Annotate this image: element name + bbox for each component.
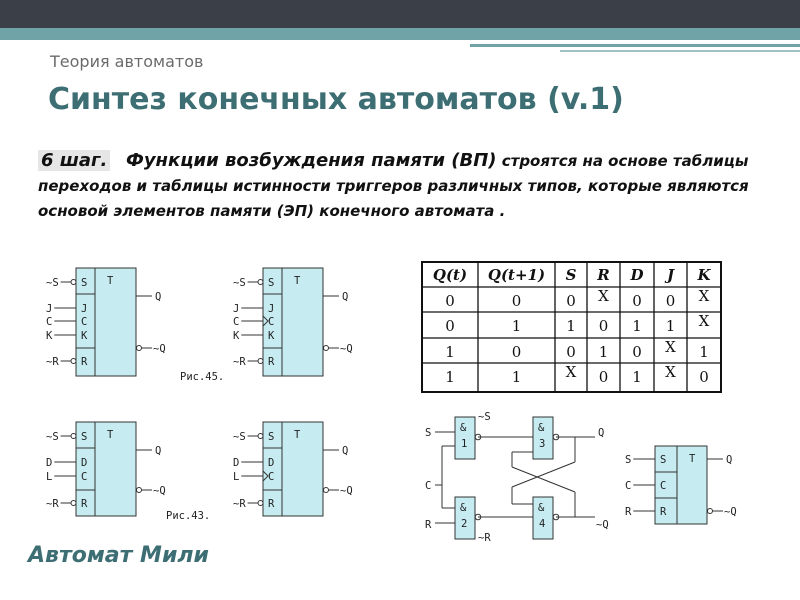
nand-gate-1	[455, 417, 481, 459]
flipflop-input-label: R	[625, 506, 632, 518]
flipflop-input-label: ~R	[46, 356, 59, 368]
flipflop-output-q: Q	[155, 445, 162, 457]
table-header-cell: D	[630, 266, 644, 284]
nand-gate-4	[533, 497, 559, 539]
flipflop-cell-label: D	[81, 457, 88, 469]
table-header-cell: S	[565, 266, 577, 284]
truth-table	[422, 262, 721, 392]
table-cell: 0	[445, 317, 455, 335]
gate-op: &	[460, 502, 467, 514]
flipflop-cell-label: C	[660, 480, 667, 492]
flipflop-title: T	[294, 429, 301, 441]
flipflop-input-label: J	[233, 303, 240, 315]
flipflop-input-label: ~R	[233, 498, 246, 510]
table-header-cell: Q(t)	[432, 266, 468, 284]
gate-num: 2	[461, 518, 468, 530]
flipflop-input-label: D	[233, 457, 240, 469]
flipflop-cell-label: R	[660, 506, 667, 518]
flipflop-cell-label: R	[81, 356, 88, 368]
table-cell: 1	[566, 317, 576, 335]
flipflop-title: T	[107, 429, 114, 441]
flipflop-output-q: Q	[726, 454, 733, 466]
flipflop-cell-label: R	[268, 498, 275, 510]
table-cell: X	[698, 312, 710, 330]
flipflop-output-q: Q	[342, 291, 349, 303]
flipflop-input-label: ~R	[46, 498, 59, 510]
flipflop-jk-async	[46, 268, 166, 376]
flipflop-input-label: ~S	[233, 277, 246, 289]
flipflop-cell-label: J	[81, 303, 88, 315]
table-cell: 1	[598, 343, 609, 361]
table-cell: X	[565, 363, 577, 381]
flipflop-input-label: L	[46, 471, 53, 483]
gate-circuit	[425, 411, 609, 544]
flipflop-input-label: D	[46, 457, 53, 469]
flipflop-output-q: Q	[342, 445, 349, 457]
circuit-internal-nS: ~S	[478, 411, 491, 423]
circuit-input-r: R	[425, 519, 432, 531]
flipflop-output-nq: ~Q	[153, 485, 166, 497]
body-text-inline: строятся	[501, 152, 578, 170]
table-cell: 0	[665, 292, 676, 310]
flipflop-cell-label: C	[81, 316, 88, 328]
slide-title: Синтез конечных автоматов (v.1)	[48, 82, 624, 117]
flipflop-input-label: L	[233, 471, 240, 483]
step-label: 6 шаг.	[38, 150, 110, 171]
table-header-cell: K	[697, 266, 711, 284]
table-header-cell: J	[666, 266, 675, 284]
flipflop-cell-label: J	[268, 303, 275, 315]
table-cell: 1	[699, 343, 709, 361]
table-header-cell: Q(t+1)	[487, 266, 546, 284]
flipflop-src-block	[625, 446, 737, 524]
flipflop-title: T	[689, 453, 696, 465]
flipflop-output-nq: ~Q	[340, 343, 353, 355]
nand-gate-2	[455, 497, 481, 539]
figure-caption-43: Рис.43.	[166, 510, 211, 522]
table-cell: 1	[511, 368, 522, 386]
table-cell: 1	[632, 317, 642, 335]
table-cell: 1	[445, 368, 455, 386]
table-cell: 0	[566, 343, 576, 361]
flipflop-input-label: C	[625, 480, 632, 492]
flipflop-cell-label: S	[660, 454, 667, 466]
table-cell: 0	[511, 292, 522, 310]
flipflop-output-nq: ~Q	[153, 343, 166, 355]
flipflop-cell-label: S	[81, 277, 88, 289]
table-header-cell: R	[597, 266, 610, 284]
gate-op: &	[538, 422, 545, 434]
table-cell: 0	[445, 292, 455, 310]
flipflop-d-edge	[233, 422, 353, 516]
section-heading: Функции возбуждения памяти (ВП)	[125, 150, 497, 171]
gate-num: 1	[461, 438, 468, 450]
footer-label: Автомат Мили	[28, 543, 209, 568]
circuit-input-c: C	[425, 480, 432, 492]
flipflop-input-label: C	[233, 316, 240, 328]
table-cell: 1	[632, 368, 642, 386]
circuit-output-nq: ~Q	[596, 519, 609, 531]
flipflop-input-label: K	[233, 330, 240, 342]
table-cell: 0	[632, 292, 642, 310]
body-text-rest: на основе таблицы переходов и таблицы истинности триггеров различных типов, которые являются основой элементов памяти (ЭП) конечного автомата .	[38, 152, 749, 220]
table-cell: 0	[598, 368, 609, 386]
gate-op: &	[538, 502, 545, 514]
table-cell: 0	[566, 292, 576, 310]
gate-num: 3	[539, 438, 546, 450]
flipflop-d-async	[46, 422, 166, 516]
flipflop-input-label: C	[46, 316, 53, 328]
flipflop-jk-edge	[233, 268, 353, 376]
flipflop-output-q: Q	[155, 291, 162, 303]
flipflop-cell-label: C	[81, 471, 88, 483]
circuit-input-s: S	[425, 427, 432, 439]
flipflop-output-nq: ~Q	[724, 506, 737, 518]
flipflop-cell-label: C	[268, 316, 275, 328]
flipflop-cell-label: R	[81, 498, 88, 510]
flipflop-input-label: J	[46, 303, 53, 315]
flipflop-input-label: ~S	[233, 431, 246, 443]
table-cell: X	[665, 338, 676, 356]
figure-caption-45: Рис.45.	[180, 371, 225, 383]
table-cell: 0	[632, 343, 642, 361]
flipflop-input-label: ~S	[46, 277, 59, 289]
flipflop-cell-label: D	[268, 457, 275, 469]
flipflop-output-nq: ~Q	[340, 485, 353, 497]
flipflop-input-label: ~S	[46, 431, 59, 443]
table-cell: 0	[511, 343, 522, 361]
flipflop-cell-label: K	[268, 330, 275, 342]
flipflop-cell-label: K	[81, 330, 88, 342]
table-cell: 0	[699, 368, 709, 386]
table-cell: 0	[598, 317, 609, 335]
table-cell: X	[698, 287, 710, 305]
gate-op: &	[460, 422, 467, 434]
circuit-output-q: Q	[598, 427, 605, 439]
circuit-internal-nR: ~R	[478, 532, 491, 544]
table-cell: X	[598, 287, 609, 305]
flipflop-input-label: S	[625, 454, 632, 466]
flipflop-title: T	[107, 275, 114, 287]
flipflop-cell-label: S	[268, 277, 275, 289]
table-cell: 1	[511, 317, 522, 335]
gate-num: 4	[539, 518, 546, 530]
flipflop-cell-label: S	[268, 431, 275, 443]
flipflop-input-label: K	[46, 330, 53, 342]
nand-gate-3	[533, 417, 559, 459]
flipflop-cell-label: S	[81, 431, 88, 443]
table-cell: 1	[665, 317, 676, 335]
flipflop-input-label: ~R	[233, 356, 246, 368]
table-cell: 1	[445, 343, 455, 361]
flipflop-title: T	[294, 275, 301, 287]
slide-subtitle: Теория автоматов	[50, 52, 204, 71]
flipflop-cell-label: R	[268, 356, 275, 368]
table-cell: X	[665, 363, 676, 381]
flipflop-cell-label: C	[268, 471, 275, 483]
